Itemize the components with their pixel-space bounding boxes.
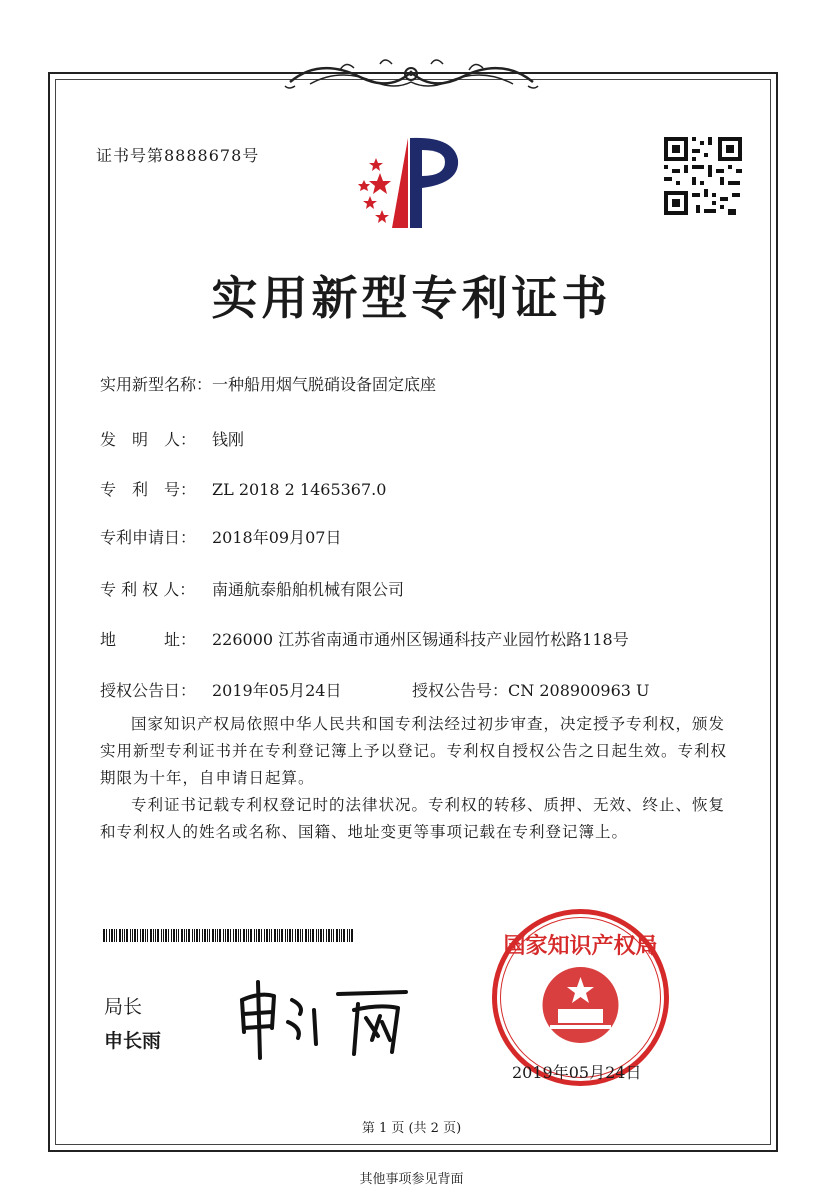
field-patentee (100, 577, 404, 600)
field-inventor (100, 427, 244, 450)
signatory-title: 局长 (104, 996, 143, 1018)
field-value: 南通航泰船舶机械有限公司 (212, 580, 405, 599)
seal-date: 2019年05月24日 (512, 1063, 642, 1082)
field-label: 地 址： (100, 630, 197, 649)
footer-note: 其他事项参见背面 (359, 1172, 464, 1187)
body-paragraph-1: 国家知识产权局依照中华人民共和国专利法经过初步审查，决定授予专利权，颁发实用新型专利证书并在专利登记簿上予以登记。专利权自授权公告之日起生效。专利权期限为十年，自申请日起算。 (100, 715, 728, 787)
field-label: 发 明 人： (100, 430, 197, 449)
field-value: 一种船用烟气脱硝设备固定底座 (212, 375, 437, 394)
patent-office-logo (350, 128, 470, 238)
barcode (103, 929, 353, 942)
field-grant-number (412, 678, 650, 701)
field-utility-model-name (100, 372, 436, 395)
field-value: 2019年05月24日 (212, 681, 342, 700)
field-label: 实用新型名称： (100, 375, 213, 394)
qr-code (662, 135, 744, 217)
field-patent-number (100, 477, 386, 500)
body-paragraph-2: 专利证书记载专利权登记时的法律状况。专利权的转移、质押、无效、终止、恢复和专利权人的姓名或名称、国籍、地址变更等事项记载在专利登记簿上。 (100, 796, 726, 841)
field-label: 授权公告日： (100, 681, 197, 700)
field-label: 授权公告号： (412, 681, 509, 700)
field-address (100, 627, 629, 650)
decorative-ornament (280, 52, 543, 100)
certificate-title: 实用新型专利证书 (211, 271, 612, 325)
field-filing-date (100, 525, 341, 548)
page-number: 第 1 页 (共 2 页) (361, 1121, 462, 1136)
certificate-number: 证书号第8888678号 (96, 146, 260, 165)
field-label: 专 利 号： (100, 480, 197, 499)
field-value: 2018年09月07日 (212, 528, 342, 547)
svg-text:国家知识产权局: 国家知识产权局 (503, 934, 658, 959)
field-value: 226000 江苏省南通市通州区锡通科技产业园竹松路118号 (212, 630, 629, 649)
signatory-name: 申长雨 (104, 1030, 162, 1052)
field-label: 专利申请日： (100, 528, 197, 547)
field-value: ZL 2018 2 1465367.0 (212, 480, 387, 499)
field-label: 专 利 权 人： (100, 580, 196, 599)
field-grant-date (100, 678, 341, 701)
field-value: 钱刚 (212, 430, 245, 449)
handwritten-signature (230, 970, 420, 1060)
field-value: CN 208900963 U (508, 681, 650, 700)
